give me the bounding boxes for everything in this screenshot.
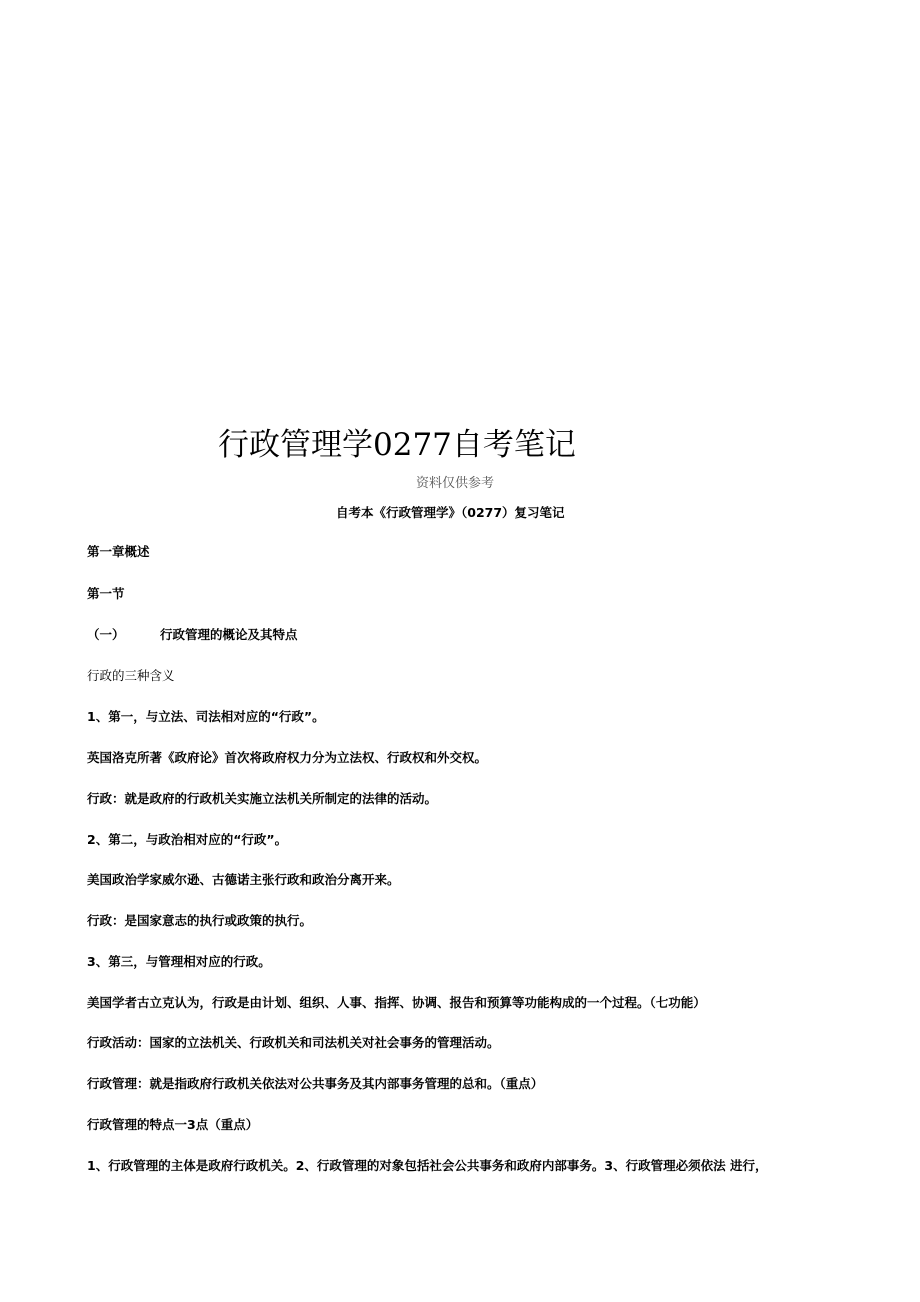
subsection-title: 行政管理的概论及其特点 [160, 627, 298, 642]
text-line: 3、第三，与管理相对应的行政。 [87, 954, 271, 969]
text-line: 美国学者古立克认为，行政是由计划、组织、人事、指挥、协调、报告和预算等功能构成的一个过程。（七功能） [87, 995, 706, 1010]
chapter-heading: 第一章概述 [87, 544, 150, 559]
text-line: 2、第二，与政治相对应的“行政”。 [87, 832, 288, 847]
text-line: 英国洛克所著《政府论》首次将政府权力分为立法权、行政权和外交权。 [87, 750, 488, 765]
text-line: 1、第一，与立法、司法相对应的“行政”。 [87, 709, 325, 724]
text-line: 行政活动：国家的立法机关、行政机关和司法机关对社会事务的管理活动。 [87, 1035, 500, 1050]
document-subtitle: 自考本《行政管理学》（0277）复习笔记 [336, 505, 565, 520]
text-line: 1、行政管理的主体是政府行政机关。2、行政管理的对象包括社会公共事务和政府内部事务。3、行政管理必须依法 进行， [87, 1158, 768, 1173]
section-heading: 第一节 [87, 586, 125, 601]
text-line: 行政的三种含义 [87, 668, 175, 683]
reference-note: 资料仅供参考 [416, 476, 495, 491]
subsection-number: （一） [87, 627, 125, 642]
text-line: 美国政治学家威尔逊、古德诺主张行政和政治分离开来。 [87, 872, 400, 887]
subsection-heading [87, 625, 298, 645]
text-line: 行政管理的特点一3点（重点） [87, 1117, 259, 1132]
document-title: 行政管理学0277自考笔记 [218, 427, 576, 463]
text-line: 行政：是国家意志的执行或政策的执行。 [87, 913, 313, 928]
text-line: 行政管理：就是指政府行政机关依法对公共事务及其内部事务管理的总和。（重点） [87, 1076, 544, 1091]
text-line: 行政：就是政府的行政机关实施立法机关所制定的法律的活动。 [87, 791, 438, 806]
